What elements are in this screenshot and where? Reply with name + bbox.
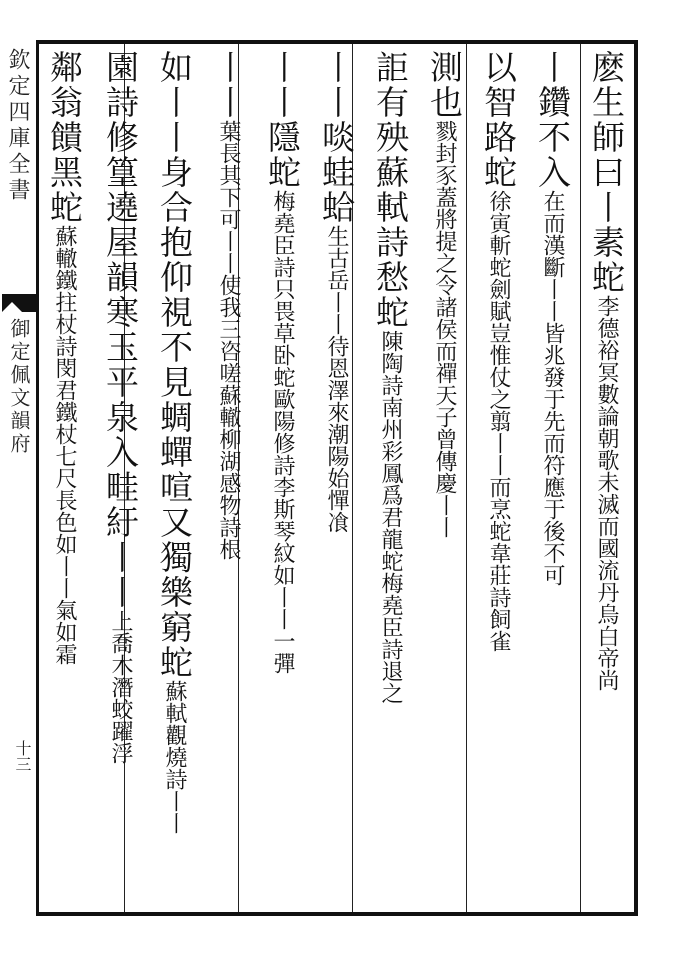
page-number: 十三	[13, 740, 32, 772]
column-annotation: 生古岳丨丨待恩澤來潮陽始憚飡	[324, 225, 349, 533]
text-column-5	[362, 50, 418, 910]
column-annotation: 葉長其下可丨丨使我三咨嗟蘇轍柳湖感物詩根	[216, 120, 241, 560]
text-column-2	[524, 50, 580, 910]
column-text: 鄰翁饋黑蛇	[45, 50, 84, 225]
column-text: 麽生師曰	[587, 50, 626, 190]
text-column-9	[146, 50, 202, 910]
text-column-11	[40, 50, 92, 910]
column-annotation: 在而漢斷丨丨皆兆發于先而符應于後不可	[540, 190, 565, 586]
column-annotation: 上喬木潛蛟躍浮	[108, 610, 133, 764]
column-annotation: 陳陶詩南州彩鳳爲君龍蛇梅堯臣詩退之	[378, 330, 403, 704]
column-text: 測也	[425, 50, 464, 120]
column-annotation: 戮封豕蓋將提之令諸侯而禪天子曾傳慶丨丨	[432, 120, 457, 538]
column-text: 丨丨隱蛇	[263, 50, 302, 190]
column-text: 以智路蛇	[479, 50, 518, 190]
text-column-6	[308, 50, 364, 910]
text-column-4	[416, 50, 472, 910]
text-column-1	[578, 50, 634, 910]
text-column-8	[200, 50, 256, 910]
text-column-10	[92, 50, 148, 910]
fish-tail-ornament	[2, 292, 36, 314]
frame-right-border	[634, 40, 638, 916]
running-title: 欽定四庫全書	[5, 48, 30, 204]
column-annotation: 徐寅斬蛇劍賦豈惟仗之翦丨丨而烹蛇韋莊詩飼雀	[486, 190, 511, 652]
text-column-7	[254, 50, 310, 910]
column-text: 丨鑽不入	[533, 50, 572, 190]
column-text: 如丨丨身合抱仰視不見蜩蟬喧又獨樂窮蛇	[155, 50, 194, 680]
column-text: 丨丨	[209, 50, 248, 120]
column-text: 丨素蛇	[587, 190, 626, 295]
column-text: 園詩修篁遶屋韻寒玉平泉入畦紆丨丨	[101, 50, 140, 610]
column-text: 詎有殃蘇軾詩愁蛇	[371, 50, 410, 330]
column-annotation: 李德裕冥數論朝歌未滅而國流丹烏白帝尚	[594, 295, 619, 691]
book-title: 御定佩文韻府	[7, 318, 31, 456]
column-annotation: 梅堯臣詩只畏草卧蛇歐陽修詩李斯琴紋如丨丨一彈	[270, 190, 295, 674]
frame-bottom-border	[36, 912, 636, 916]
column-annotation: 蘇轍鐵拄杖詩閔君鐵杖七尺長色如丨丨氣如霜	[52, 225, 77, 665]
frame-left-border	[36, 40, 39, 916]
frame-top-border	[36, 40, 636, 44]
column-annotation: 蘇軾觀燒詩丨丨	[162, 680, 187, 834]
text-column-3	[470, 50, 526, 910]
column-text: 丨丨啖蛙蛤	[317, 50, 356, 225]
